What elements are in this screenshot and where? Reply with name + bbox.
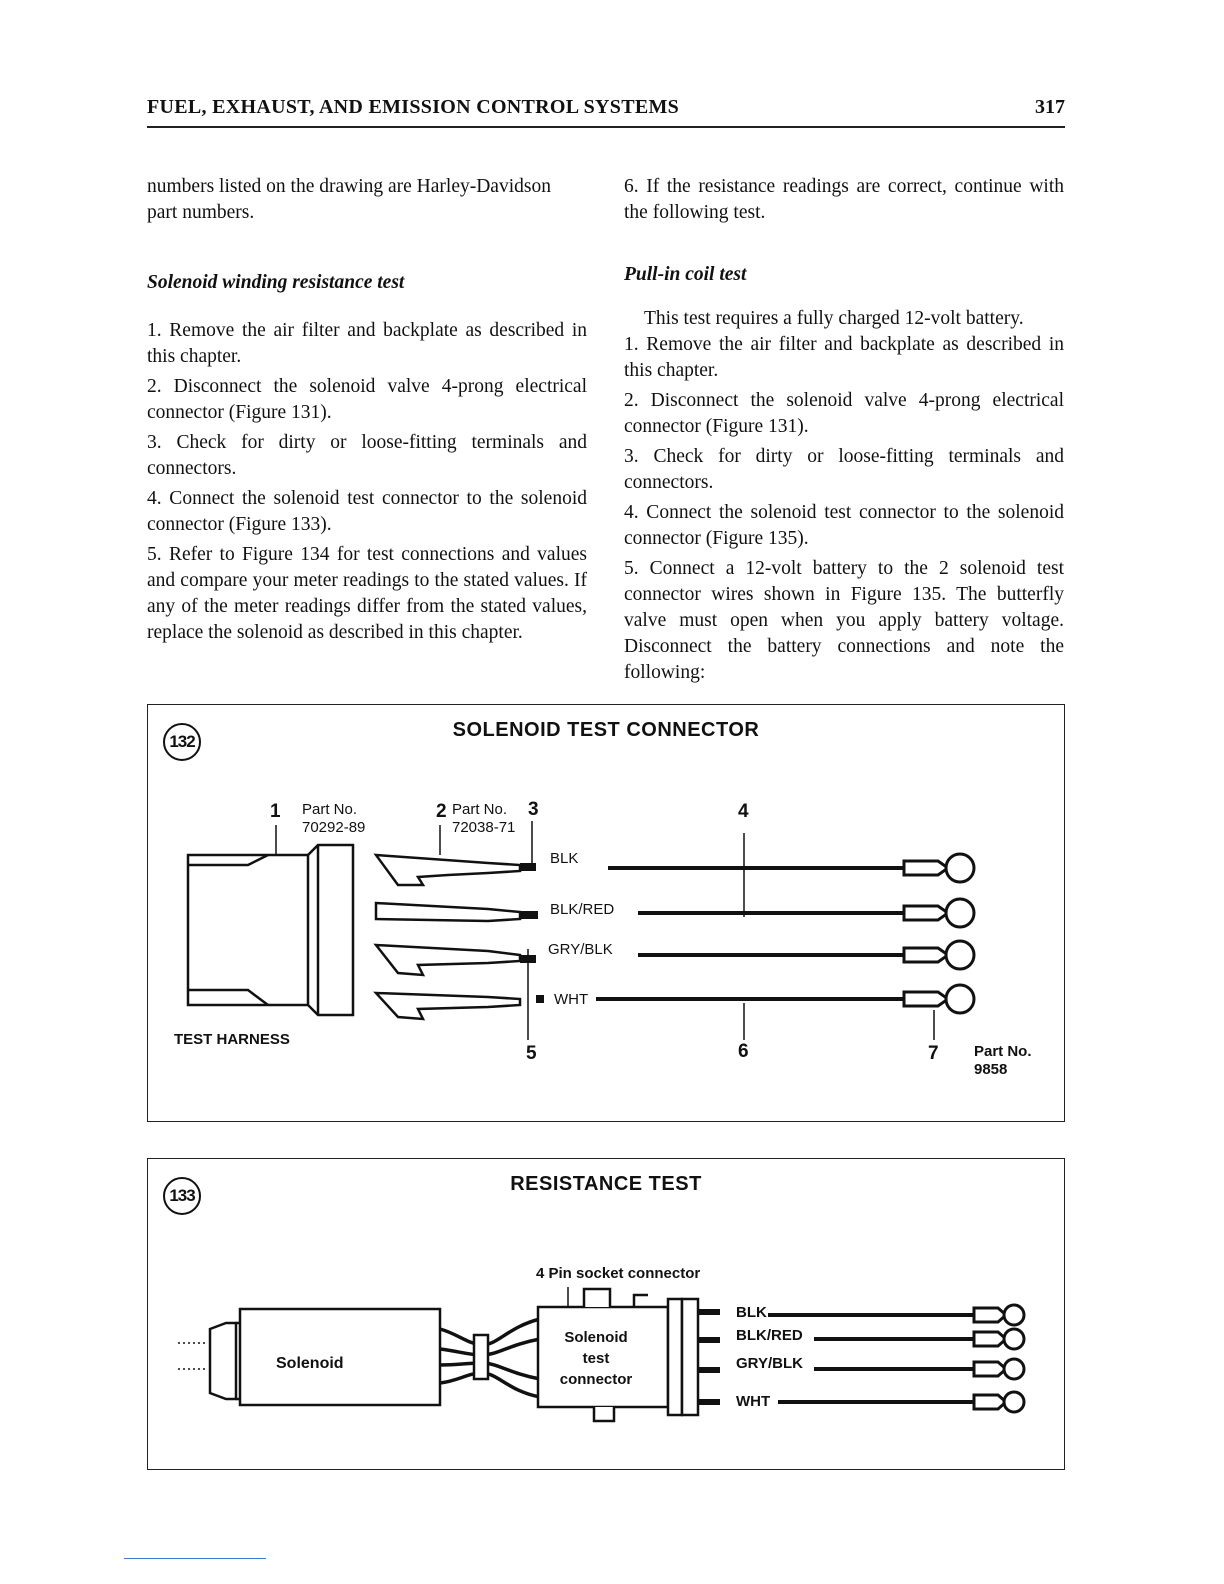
callout-3: 3: [528, 799, 539, 820]
page-header: [147, 96, 1065, 128]
wire-label-blk: BLK: [736, 1304, 767, 1321]
footer-rule: [124, 1558, 266, 1559]
step-5: 5. Refer to Figure 134 for test connections and values and compare your meter readings to the stated values. If any of the meter readings differ from the stated values, replace the solenoid as described in this chapter.: [147, 544, 587, 643]
figure-number: 132: [163, 723, 201, 761]
step-2: 2. Disconnect the solenoid valve 4-prong electrical connector (Figure 131).: [147, 376, 587, 423]
intro-line: numbers listed on the drawing are Harley-Davidson: [147, 176, 551, 197]
callout-1: 1: [270, 801, 281, 822]
step-3: 3. Check for dirty or loose-fitting terminals and connectors.: [147, 432, 587, 479]
section-title: Pull-in coil test: [624, 264, 747, 285]
step-4: 4. Connect the solenoid test connector to the solenoid connector (Figure 133).: [147, 488, 587, 535]
callout-6: 6: [738, 1041, 749, 1062]
part-number-1: Part No. 70292-89: [302, 801, 366, 836]
intro-line: part numbers.: [147, 202, 255, 223]
wire-label-blk-red: BLK/RED: [736, 1327, 803, 1344]
left-column: [147, 174, 587, 650]
intro-text: This test requires a fully charged 12-volt battery.: [644, 308, 1024, 329]
socket-connector-label: 4 Pin socket connector: [536, 1265, 701, 1282]
terminals-drawing: [376, 855, 520, 1019]
test-connector-label: Solenoid test connector: [559, 1329, 633, 1388]
wire-label-gry-blk: GRY/BLK: [736, 1355, 803, 1372]
wire-label-blk: BLK: [550, 850, 579, 867]
callout-2: 2: [436, 801, 447, 822]
figure-132: [147, 704, 1065, 1122]
test-harness-drawing: [188, 825, 353, 1015]
resistance-diagram: [148, 1159, 1064, 1469]
solenoid-label: Solenoid: [276, 1355, 344, 1372]
section-title: Solenoid winding resistance test: [147, 272, 405, 293]
figure-133: [147, 1158, 1065, 1470]
chapter-title: FUEL, EXHAUST, AND EMISSION CONTROL SYSTEMS: [147, 96, 680, 118]
figure-number: 133: [163, 1177, 201, 1215]
callout-4: 4: [738, 801, 749, 822]
part-number-7: Part No. 9858: [974, 1043, 1032, 1078]
figure-title: RESISTANCE TEST: [510, 1173, 702, 1195]
step-4: 4. Connect the solenoid test connector to the solenoid connector (Figure 135).: [624, 502, 1064, 549]
step-1: 1. Remove the air filter and backplate as described in this chapter.: [624, 334, 1064, 381]
page-number: 317: [1035, 96, 1065, 118]
wire-label-blk-red: BLK/RED: [550, 901, 615, 918]
step-3: 3. Check for dirty or loose-fitting terminals and connectors.: [624, 446, 1064, 493]
callout-7: 7: [928, 1043, 939, 1064]
wire-label-gry-blk: GRY/BLK: [548, 941, 613, 958]
wire-label-wht: WHT: [554, 991, 589, 1008]
wire-label-wht: WHT: [736, 1393, 771, 1410]
callout-5: 5: [526, 1043, 537, 1064]
test-harness-label: TEST HARNESS: [174, 1031, 290, 1048]
figure-title: SOLENOID TEST CONNECTOR: [452, 719, 760, 741]
step-1: 1. Remove the air filter and backplate as described in this chapter.: [147, 320, 587, 367]
step-6: 6. If the resistance readings are correct, continue with the following test.: [624, 176, 1064, 223]
step-2: 2. Disconnect the solenoid valve 4-prong electrical connector (Figure 131).: [624, 390, 1064, 437]
right-column: [624, 174, 1064, 690]
step-5: 5. Connect a 12-volt battery to the 2 solenoid test connector wires shown in Figure 135. The butterfly valve must open when you apply battery voltage. Disconnect the battery connections and note the following:: [624, 558, 1064, 683]
part-number-2: Part No. 72038-71: [452, 801, 516, 836]
